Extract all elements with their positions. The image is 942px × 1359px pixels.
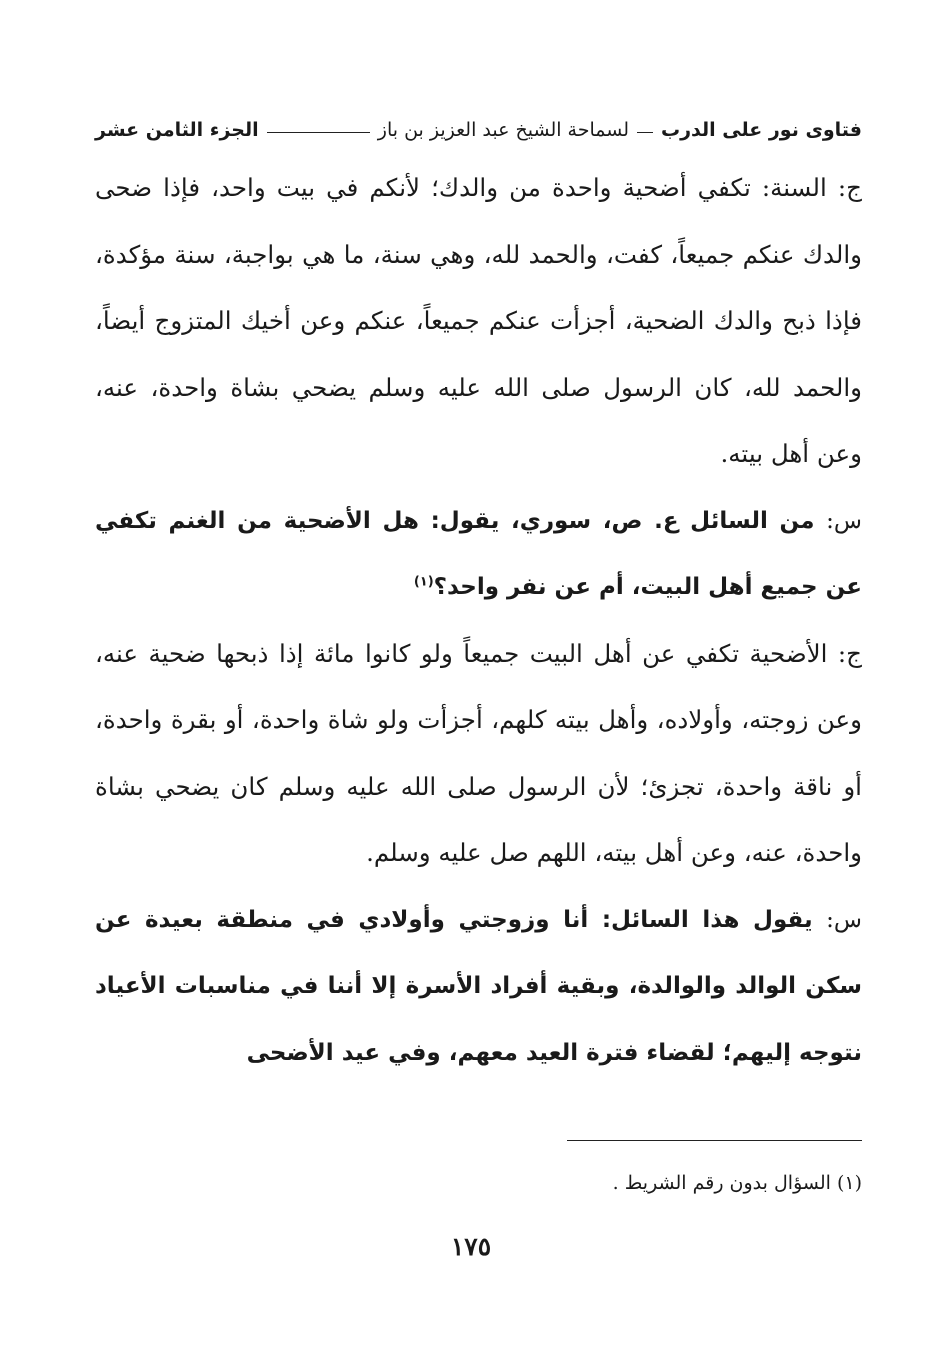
page-number: ١٧٥ bbox=[450, 1232, 492, 1261]
header-volume: الجزء الثامن عشر bbox=[95, 119, 259, 141]
question-text: من السائل ع. ص، سوري، يقول: هل الأضحية من الغنم تكفي عن جميع أهل البيت، أم عن نفر واحد؟ bbox=[95, 507, 862, 600]
question-paragraph bbox=[95, 887, 862, 1087]
page-body bbox=[95, 155, 862, 1086]
footnote-reference: (١) bbox=[413, 574, 434, 590]
footnote: (١) السؤال بدون رقم الشريط . bbox=[612, 1172, 862, 1194]
running-header bbox=[95, 110, 862, 150]
question-marker: س: bbox=[826, 507, 862, 534]
header-dash bbox=[637, 132, 653, 133]
answer-paragraph bbox=[95, 621, 862, 887]
answer-text: السنة: تكفي أضحية واحدة من والدك؛ لأنكم في بيت واحد، فإذا ضحى والدك عنكم جميعاً، كفت، والحمد لله، وهي سنة، ما هي بواجبة، سنة مؤكدة، فإذا ذبح والدك الضحية، أجزأت عنكم جميعاً، عنكم وعن أخيك المتزوج أيضاً، والحمد لله، كان الرسول صلى الله عليه وسلم يضحي بشاة واحدة، عنه، وعن أهل بيته. bbox=[95, 173, 862, 468]
answer-paragraph bbox=[95, 155, 862, 488]
answer-text: الأضحية تكفي عن أهل البيت جميعاً ولو كانوا مائة إذا ذبحها ضحية عنه، وعن زوجته، وأولاده، وأهل بيته كلهم، أجزأت ولو شاة واحدة، أو بقرة واحدة، أو ناقة واحدة، تجزئ؛ لأن الرسول صلى الله عليه وسلم كان يضحي بشاة واحدة، عنه، وعن أهل بيته، اللهم صل عليه وسلم. bbox=[95, 638, 862, 867]
header-rule bbox=[267, 132, 370, 133]
footnote-separator bbox=[567, 1140, 862, 1141]
question-text: يقول هذا السائل: أنا وزوجتي وأولادي في منطقة بعيدة عن سكن الوالد والوالدة، وبقية أفراد الأسرة إلا أننا في مناسبات الأعياد نتوجه إليهم؛ لقضاء فترة العيد معهم، وفي عيد الأضحى bbox=[95, 906, 862, 1066]
question-paragraph bbox=[95, 488, 862, 621]
answer-marker: ج: bbox=[837, 173, 862, 202]
question-marker: س: bbox=[826, 906, 862, 933]
header-series-title: فتاوى نور على الدرب bbox=[661, 119, 862, 141]
header-author: لسماحة الشيخ عبد العزيز بن باز bbox=[377, 119, 629, 141]
answer-marker: ج: bbox=[837, 638, 862, 668]
